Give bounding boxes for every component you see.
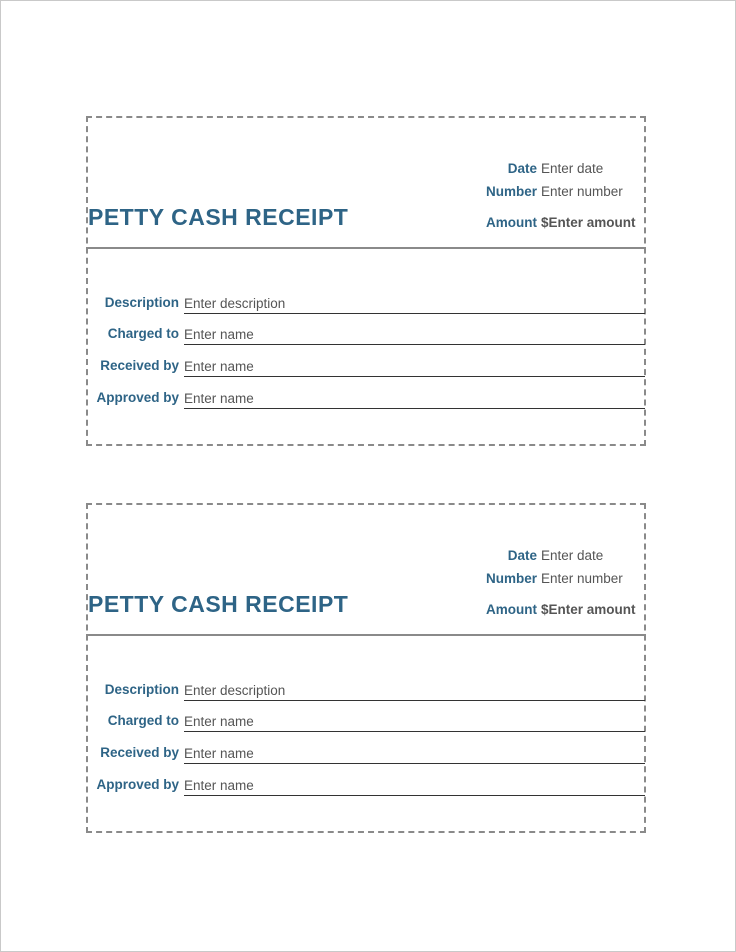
charged-to-row [88,326,644,346]
approved-by-label: Approved by [96,390,179,405]
amount-row [428,215,643,235]
charged-to-row [88,713,644,733]
number-row [428,571,643,591]
received-by-row [88,358,644,378]
received-by-row [88,745,644,765]
received-by-underline [184,763,645,764]
date-label: Date [507,161,537,176]
charged-to-field[interactable]: Enter name [184,327,254,342]
received-by-field[interactable]: Enter name [184,746,254,761]
number-label: Number [485,571,537,586]
description-field[interactable]: Enter description [184,296,286,311]
header-divider [86,247,646,249]
number-field[interactable]: Enter number [541,571,623,586]
description-field[interactable]: Enter description [184,683,286,698]
approved-by-label: Approved by [96,777,179,792]
approved-by-underline [184,408,645,409]
amount-row [428,602,643,622]
date-field[interactable]: Enter date [541,548,604,563]
charged-to-underline [184,344,645,345]
description-row [88,295,644,315]
description-label: Description [104,295,179,310]
description-underline [184,700,645,701]
approved-by-field[interactable]: Enter name [184,778,254,793]
receipt-2 [86,503,646,833]
date-row [428,161,643,181]
receipt-title: PETTY CASH RECEIPT [88,204,349,230]
description-underline [184,313,645,314]
amount-label: Amount [486,602,537,617]
received-by-underline [184,376,645,377]
receipt-title: PETTY CASH RECEIPT [88,591,349,617]
amount-field[interactable]: $Enter amount [541,215,636,230]
charged-to-underline [184,731,645,732]
date-field[interactable]: Enter date [541,161,604,176]
number-label: Number [485,184,537,199]
amount-label: Amount [486,215,537,230]
number-field[interactable]: Enter number [541,184,623,199]
amount-field[interactable]: $Enter amount [541,602,636,617]
description-label: Description [104,682,179,697]
date-row [428,548,643,568]
description-row [88,682,644,702]
approved-by-field[interactable]: Enter name [184,391,254,406]
date-label: Date [507,548,537,563]
header-divider [86,634,646,636]
received-by-label: Received by [100,745,179,760]
number-row [428,184,643,204]
approved-by-row [88,777,644,797]
charged-to-label: Charged to [107,326,179,341]
received-by-label: Received by [100,358,179,373]
approved-by-underline [184,795,645,796]
received-by-field[interactable]: Enter name [184,359,254,374]
receipt-1 [86,116,646,446]
approved-by-row [88,390,644,410]
charged-to-label: Charged to [107,713,179,728]
charged-to-field[interactable]: Enter name [184,714,254,729]
